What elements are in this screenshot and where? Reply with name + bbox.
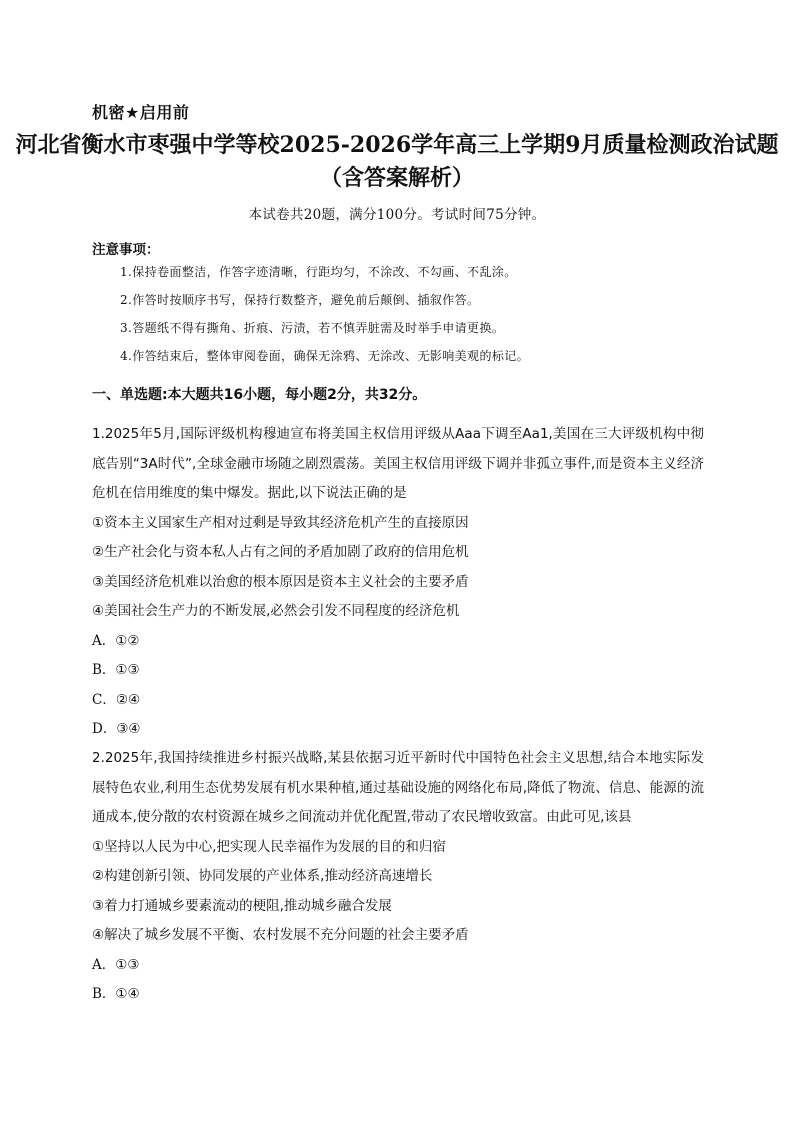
question-statement: ②构建创新引领、协同发展的产业体系,推动经济高速增长 (92, 868, 433, 884)
question-statement: ①资本主义国家生产相对过剩是导致其经济危机产生的直接原因 (92, 514, 469, 531)
option-text: ③④ (116, 721, 141, 737)
secret-mark: 机密★启用前 (92, 103, 190, 122)
question-statement: ③美国经济危机难以治愈的根本原因是资本主义社会的主要矛盾 (92, 573, 469, 590)
option-letter: B． (92, 986, 116, 1002)
notice-list (120, 262, 529, 374)
question-stem: 2.2025年,我国持续推进乡村振兴战略,某县依据习近平新时代中国特色社会主义思想,结合本地实际发展特色农业,利用生态优势发展有机水果种植,通过基础设施的网络化布局,降低了物流、信息、能源的流通成本,使分散的农村资源在城乡之间流动并优化配置,带动了农民增收致富。由此可见,该县 (92, 750, 704, 825)
question-stem: 1.2025年5月,国际评级机构穆迪宣布将美国主权信用评级从Aaa下调至Aa1,美国在三大评级机构中彻底告别“3A时代”,全球金融市场随之剧烈震荡。美国主权信用评级下调并非孤立事件,而是资本主义经济危机在信用维度的集中爆发。据此,以下说法正确的是 (92, 426, 704, 501)
answer-option-b[interactable] (92, 656, 704, 686)
option-letter: C． (92, 691, 116, 708)
answer-option-c[interactable] (92, 686, 704, 716)
question-statement: ③着力打通城乡要素流动的梗阻,推动城乡融合发展 (92, 897, 392, 914)
option-text: ①② (115, 632, 140, 649)
notice-item: 1.保持卷面整洁，作答字迹清晰，行距均匀，不涂改、不勾画、不乱涂。 (120, 265, 517, 279)
answer-option-d[interactable] (92, 715, 704, 745)
question-statement: ④美国社会生产力的不断发展,必然会引发不同程度的经济危机 (92, 603, 460, 619)
question-2 (92, 744, 704, 1010)
exam-info: 本试卷共20题，满分100分。考试时间75分钟。 (248, 207, 546, 223)
notice-item: 2.作答时按顺序书写，保持行数整齐，避免前后颠倒、插叙作答。 (120, 293, 480, 307)
section-heading: 一、单选题:本大题共16小题，每小题2分，共32分。 (92, 387, 427, 403)
option-letter: A． (92, 632, 116, 649)
option-text: ①④ (115, 986, 140, 1002)
page-title: 河北省衡水市枣强中学等校2025-2026学年高三上学期9月质量检测政治试题（含答案解析） (15, 132, 779, 191)
option-letter: D． (92, 721, 117, 737)
option-text: ②④ (115, 691, 141, 708)
option-text: ①③ (115, 956, 140, 973)
answer-option-b[interactable] (92, 980, 704, 1010)
question-statement: ②生产社会化与资本私人占有之间的矛盾加剧了政府的信用危机 (92, 544, 469, 560)
question-statement: ④解决了城乡发展不平衡、农村发展不充分问题的社会主要矛盾 (92, 927, 469, 943)
notice-item: 3.答题纸不得有撕角、折痕、污渍，若不慎弄脏需及时举手申请更换。 (120, 321, 505, 335)
answer-option-a[interactable] (92, 627, 704, 657)
option-letter: A． (92, 956, 116, 973)
question-statement: ①坚持以人民为中心,把实现人民幸福作为发展的目的和归宿 (92, 838, 446, 855)
option-letter: B． (92, 662, 116, 678)
answer-option-a[interactable] (92, 951, 704, 981)
option-text: ①③ (115, 662, 140, 678)
notice-heading: 注意事项： (92, 242, 160, 258)
notice-item: 4.作答结束后，整体审阅卷面，确保无涂鸦、无涂改、无影响美观的标记。 (120, 349, 530, 363)
question-1 (92, 420, 704, 745)
